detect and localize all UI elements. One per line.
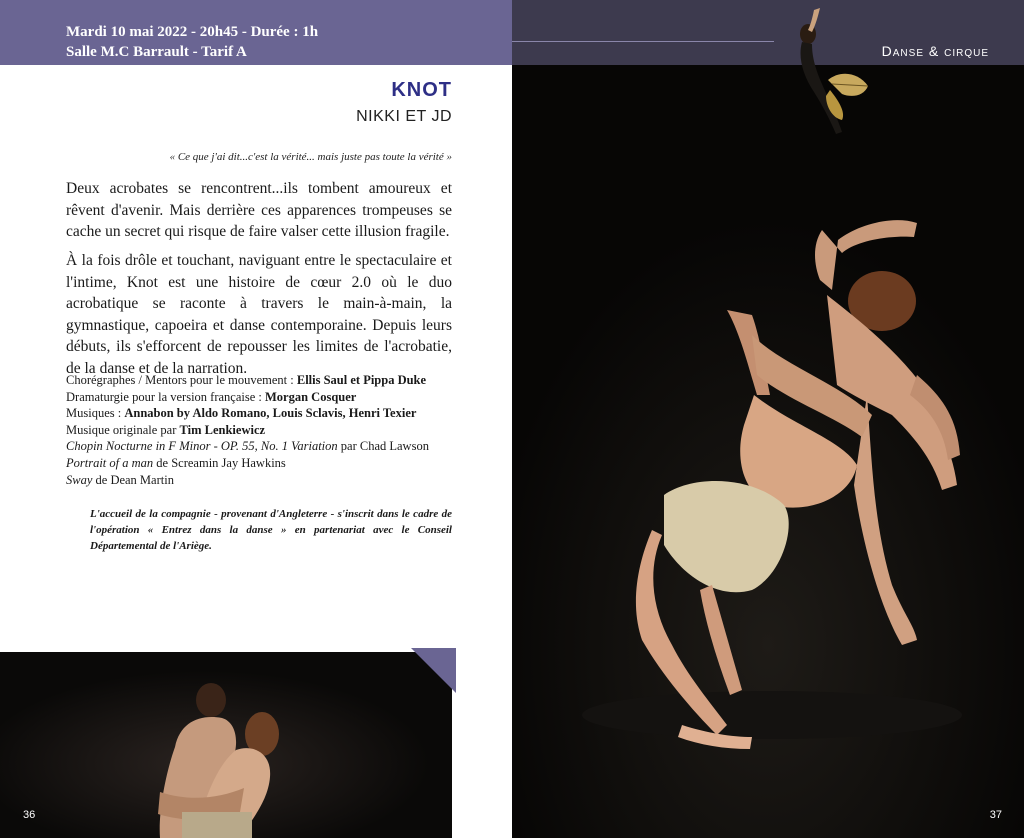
credit-dramaturgy: Dramaturgie pour la version française : Morgan Cosquer [66, 389, 357, 404]
event-date-time: Mardi 10 mai 2022 - 20h45 - Durée : 1h [66, 24, 319, 40]
credit-track-sway: Sway de Dean Martin [66, 472, 174, 487]
section-header [512, 0, 1024, 65]
duo-embrace-illustration [0, 652, 452, 838]
page-number-left: 36 [23, 809, 36, 821]
butterfly-dancer-icon [780, 0, 880, 145]
show-title: KNOT [391, 79, 452, 101]
acrobats-photo-main [512, 65, 1024, 838]
right-page [512, 0, 1024, 838]
event-info-header [0, 0, 512, 65]
show-quote: « Ce que j'ai dit...c'est la vérité... mais juste pas toute la vérité » [169, 151, 452, 163]
credits-list [66, 372, 466, 488]
header-rule [512, 41, 774, 42]
partnership-note: L'accueil de la compagnie - provenant d'Angleterre - s'inscrit dans le cadre de l'opération « Entrez dans la danse » en partenariat avec le Conseil Départemental de l'Ariège. [90, 508, 452, 552]
event-venue-price: Salle M.C Barrault - Tarif A [66, 44, 247, 60]
section-label: Danse & cirque [881, 43, 989, 59]
duo-photo-small [0, 652, 452, 838]
credit-music: Musiques : Annabon by Aldo Romano, Louis Sclavis, Henri Texier [66, 406, 417, 421]
description-paragraph-2: À la fois drôle et touchant, naviguant entre le spectaculaire et l'intime, Knot est une histoire de cœur 2.0 où le duo acrobatique se raconte à travers le main-à-main, la gymnastique, capoeira et danse contemporaine. Depuis leurs débuts, ils s'efforcent de repousser les limites de l'acrobatie, de la danse et de la narration. [66, 252, 452, 377]
description-paragraph-1: Deux acrobates se rencontrent...ils tombent amoureux et rêvent d'avenir. Mais derrière ces apparences trompeuses se cache un secret qui risque de faire valser cette illusion fragile. [66, 180, 452, 240]
acrobats-lift-illustration [512, 65, 1024, 838]
page-number-right: 37 [989, 809, 1002, 821]
credit-track-portrait: Portrait of a man de Screamin Jay Hawkins [66, 455, 286, 470]
company-name: NIKKI ET JD [356, 108, 452, 125]
credit-choreographers: Chorégraphes / Mentors pour le mouvement : Ellis Saul et Pippa Duke [66, 373, 427, 387]
credit-original-music: Musique originale par Tim Lenkiewicz [66, 422, 266, 437]
credit-track-chopin: Chopin Nocturne in F Minor - OP. 55, No. 1 Variation par Chad Lawson [66, 439, 429, 454]
